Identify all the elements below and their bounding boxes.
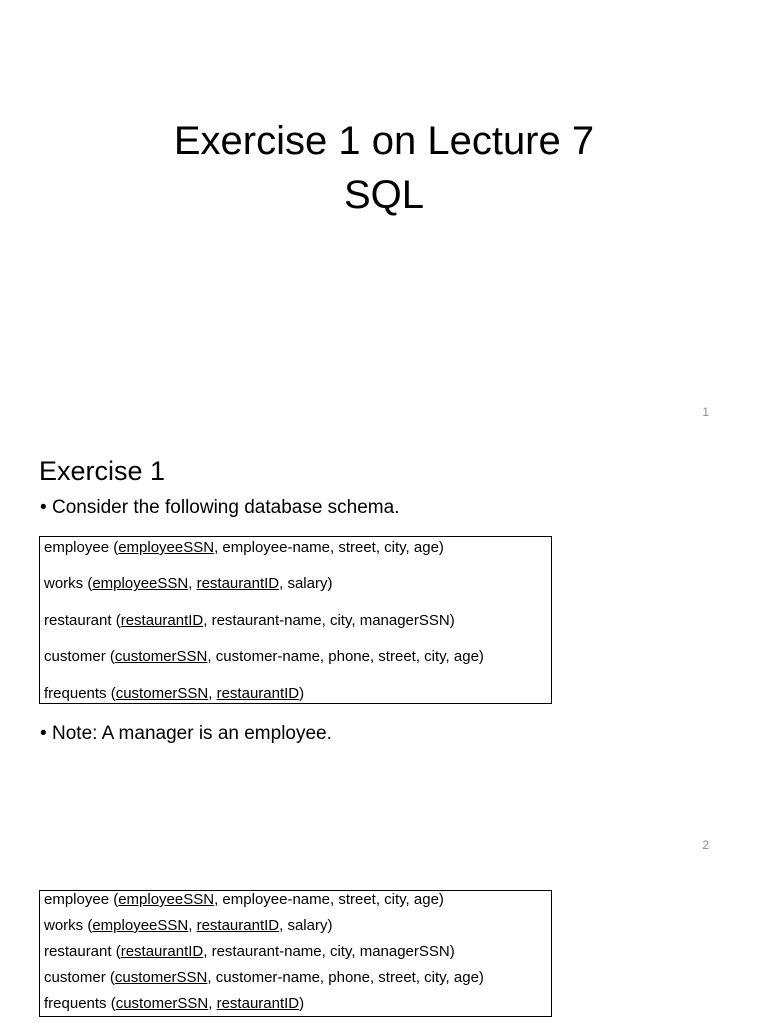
relation-name: restaurant ( bbox=[44, 611, 121, 629]
primary-key: employeeSSN bbox=[92, 575, 189, 593]
bullet-text: Note: A manager is an employee. bbox=[52, 723, 332, 744]
schema-row-customer bbox=[44, 967, 551, 993]
page-number-2: 2 bbox=[702, 838, 709, 852]
primary-key: restaurantID bbox=[196, 575, 280, 593]
primary-key: customerSSN bbox=[115, 684, 209, 702]
primary-key: restaurantID bbox=[120, 611, 204, 629]
exercise-heading: Exercise 1 bbox=[39, 456, 166, 486]
attributes: employee-name, street, city, age) bbox=[218, 891, 444, 908]
primary-key: restaurantID bbox=[216, 995, 300, 1012]
slide-title-line-1: Exercise 1 on Lecture 7 bbox=[173, 119, 595, 163]
bullet-consider-schema bbox=[40, 496, 399, 520]
schema-row-restaurant bbox=[44, 941, 551, 967]
separator: , bbox=[208, 995, 217, 1012]
relation-name: frequents ( bbox=[44, 995, 116, 1012]
primary-key: restaurantID bbox=[120, 943, 204, 960]
schema-row-employee bbox=[44, 537, 551, 573]
slide-title-line-2: SQL bbox=[343, 173, 425, 217]
relation-name: frequents ( bbox=[44, 684, 116, 702]
attributes: , salary) bbox=[279, 575, 333, 593]
relation-name: customer ( bbox=[44, 969, 115, 986]
bullet-dot: • bbox=[40, 723, 47, 744]
separator: , bbox=[188, 575, 197, 593]
bullet-dot: • bbox=[40, 497, 47, 518]
schema-row-works bbox=[44, 573, 551, 609]
separator: , bbox=[188, 917, 197, 934]
primary-key: employeeSSN bbox=[92, 917, 189, 934]
schema-row-works bbox=[44, 915, 551, 941]
primary-key: restaurantID bbox=[216, 684, 300, 702]
attributes: , restaurant-name, city, managerSSN) bbox=[203, 943, 455, 960]
attributes: , salary) bbox=[279, 917, 333, 934]
relation-name: customer ( bbox=[44, 648, 115, 666]
primary-key: employeeSSN, bbox=[118, 539, 219, 556]
schema-box-compact bbox=[39, 890, 552, 1017]
primary-key: employeeSSN, bbox=[118, 891, 219, 908]
relation-name: employee ( bbox=[44, 891, 119, 908]
schema-row-employee bbox=[44, 889, 551, 915]
relation-name: restaurant ( bbox=[44, 943, 121, 960]
primary-key: restaurantID bbox=[196, 917, 280, 934]
relation-name: works ( bbox=[44, 575, 93, 593]
schema-row-frequents bbox=[44, 683, 551, 719]
schema-box-spaced bbox=[39, 536, 552, 704]
bullet-manager-note bbox=[40, 722, 332, 746]
primary-key: customerSSN bbox=[114, 648, 208, 666]
bullet-text: Consider the following database schema. bbox=[52, 497, 400, 518]
primary-key: customerSSN bbox=[114, 969, 208, 986]
separator: , bbox=[208, 684, 217, 702]
relation-name: employee ( bbox=[44, 539, 119, 556]
attributes: , customer-name, phone, street, city, age) bbox=[207, 648, 484, 666]
page-number-1: 1 bbox=[702, 405, 709, 419]
schema-row-restaurant bbox=[44, 610, 551, 646]
attributes: ) bbox=[299, 995, 305, 1012]
primary-key: customerSSN bbox=[115, 995, 209, 1012]
schema-row-customer bbox=[44, 646, 551, 682]
attributes: employee-name, street, city, age) bbox=[218, 539, 444, 556]
attributes: , customer-name, phone, street, city, age) bbox=[207, 969, 484, 986]
relation-name: works ( bbox=[44, 917, 93, 934]
attributes: , restaurant-name, city, managerSSN) bbox=[203, 611, 455, 629]
schema-row-frequents bbox=[44, 993, 551, 1019]
attributes: ) bbox=[299, 684, 305, 702]
